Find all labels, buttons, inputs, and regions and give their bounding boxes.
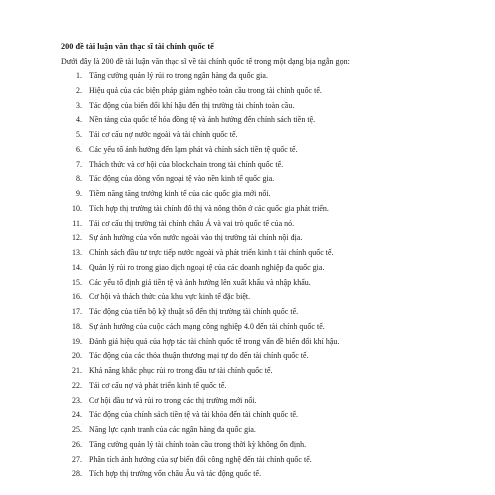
list-item-number: 9. — [75, 189, 82, 198]
list-item-number: 13. — [71, 248, 82, 257]
document-title: 200 đề tài luận văn thạc sĩ tài chính quốc tế — [61, 42, 214, 51]
list-item-text: Hiệu quả của các biện pháp giảm nghèo toàn cầu trong tài chính quốc tế. — [89, 85, 322, 95]
list-item-text: Chính sách đầu tư trực tiếp nước ngoài và phát triển kinh t tài chính quốc tế. — [89, 248, 334, 257]
list-item-text: Quản lý rủi ro trong giao dịch ngoại tệ của các doanh nghiệp đa quốc gia. — [89, 262, 325, 272]
list-item-number: 7. — [75, 159, 82, 169]
list-item-text: Tác động của tiến bộ kỹ thuật số đến thị trường tài chính quốc tế. — [89, 307, 299, 316]
list-item-number: 17. — [71, 307, 82, 316]
list-item-number: 3. — [75, 100, 82, 110]
list-item-number: 25. — [71, 425, 82, 434]
list-item-text: Các yếu tố định giá tiền tệ và ảnh hưởng lên xuất khẩu và nhập khẩu. — [89, 277, 311, 287]
list-item-number: 23. — [71, 395, 82, 405]
list-item-text: Năng lực cạnh tranh của các ngân hàng đa quốc gia. — [89, 425, 256, 434]
list-item-text: Tiềm năng tăng trưởng kinh tế của các quốc gia mới nổi. — [89, 189, 271, 198]
list-item-text: Sự ảnh hưởng của vốn nước ngoài vào thị trường tài chính nội địa. — [89, 233, 303, 243]
list-item-text: Tích hợp thị trường tài chính đô thị và nông thôn ở các quốc gia phát triển. — [89, 203, 329, 213]
list-item-number: 22. — [71, 380, 82, 390]
list-item-text: Tác động của chính sách tiền tệ và tài khóa đến tài chính quốc tế. — [89, 410, 299, 420]
list-item-number: 12. — [71, 233, 82, 243]
list-item-text: Phân tích ảnh hưởng của sự biến đổi công nghệ đến tài chính quốc tế. — [89, 454, 312, 464]
list-item-text: Cơ hội và thách thức của khu vực kinh tế đặc biệt. — [89, 292, 251, 302]
list-item-text: Các yếu tố ảnh hưởng đến lạm phát và chính sách tiền tệ quốc tế. — [89, 144, 298, 154]
list-item-number: 14. — [71, 262, 82, 272]
list-item-number: 2. — [75, 85, 82, 95]
list-item-number: 26. — [71, 439, 82, 449]
list-item-text: Nền tảng của quốc tế hóa đồng tệ và ảnh hưởng đến chính sách tiền tệ. — [89, 115, 316, 125]
list-item-text: Tác động của dòng vốn ngoại tệ vào nền kinh tế quốc gia. — [89, 174, 275, 184]
document-intro: Dưới đây là 200 đề tài luận văn thạc sĩ về tài chính quốc tế trong một dạng bịa ngẫn gọn: — [61, 57, 350, 66]
list-item-number: 15. — [71, 277, 82, 287]
list-item-number: 20. — [71, 351, 82, 361]
list-item-text: Tái cơ cấu thị trường tài chính châu Á và vai trò quốc tế của nó. — [89, 218, 295, 228]
list-item-number: 16. — [71, 292, 82, 302]
list-item-text: Tác động của các thỏa thuận thương mại tự do đến tài chính quốc tế. — [89, 351, 309, 361]
list-item-number: 18. — [71, 321, 82, 331]
list-item-text: Tăng cường quản lý tài chính toàn cầu trong thời kỳ không ổn định. — [89, 439, 307, 449]
list-item-number: 8. — [75, 174, 82, 184]
list-item-text: Tác động của biến đổi khí hậu đến thị trường tài chính toàn cầu. — [89, 100, 295, 110]
list-item-text: Tăng cường quản lý rủi ro trong ngân hàng đa quốc gia. — [89, 71, 268, 80]
list-item-number: 1. — [75, 71, 82, 80]
list-item-text: Thách thức và cơ hội của blockchain trong tài chính quốc tế. — [89, 159, 284, 169]
list-item-number: 4. — [75, 115, 82, 125]
list-item-text: Khả năng khắc phục rủi ro trong đầu tư tài chính quốc tế. — [89, 366, 273, 375]
list-item-number: 19. — [71, 336, 82, 346]
list-item-text: Tái cơ cấu nợ nước ngoài và tài chính quốc tế. — [89, 130, 238, 139]
list-item-number: 10. — [71, 203, 82, 213]
list-item-number: 24. — [71, 410, 82, 420]
list-item-text: Tái cơ cấu nợ và phát triển kinh tế quốc tế. — [89, 380, 227, 390]
list-item-number: 28. — [71, 469, 82, 479]
list-item-number: 5. — [75, 130, 82, 139]
list-item-number: 21. — [71, 366, 82, 375]
list-item-text: Cơ hội đầu tư và rủi ro trong các thị trường mới nổi. — [89, 395, 257, 405]
list-item-number: 6. — [75, 144, 82, 154]
list-item-text: Tích hợp thị trường vốn châu Âu và tác động quốc tế. — [89, 469, 262, 479]
list-item-text: Sự ảnh hưởng của cuộc cách mạng công nghiệp 4.0 đến tài chính quốc tế. — [89, 321, 325, 331]
list-item-text: Đánh giá hiệu quả của hợp tác tài chính quốc tế trong vấn đề biến đổi khí hậu. — [89, 336, 340, 346]
list-item-number: 11. — [72, 218, 82, 228]
list-item-number: 27. — [71, 454, 82, 464]
